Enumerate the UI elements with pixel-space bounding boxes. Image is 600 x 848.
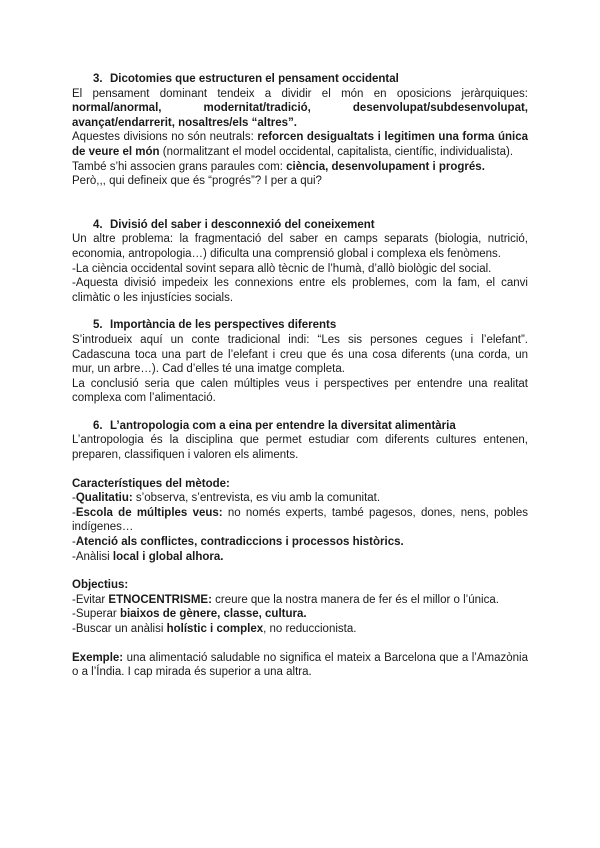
- spacer: [72, 189, 528, 218]
- section-title: Dicotomies que estructuren el pensament occidental: [110, 73, 399, 85]
- method-heading: Característiques del mètode:: [72, 477, 230, 490]
- paragraph: [72, 130, 528, 159]
- list-item: [72, 506, 528, 535]
- paragraph: [72, 160, 528, 175]
- text: Aquestes divisions no són neutrals:: [72, 131, 258, 144]
- text: -: [72, 536, 76, 549]
- paragraph: La conclusió seria que calen múltiples veus i perspectives per entendre una realitat complexa com l’alimentació.: [72, 377, 528, 405]
- bold-text: Escola de múltiples veus:: [75, 506, 223, 519]
- spacer: [72, 637, 528, 651]
- bold-text: Atenció als conflictes, contradiccions i processos històrics.: [75, 536, 404, 549]
- section-title: Divisió del saber i desconnexió del coneixement: [110, 218, 375, 231]
- text: , no reduccionista.: [263, 623, 357, 635]
- paragraph: -Aquesta divisió impedeix les connexions entre els problemes, com la fam, el canvi climàtic o les injustícies socials.: [72, 277, 528, 304]
- list-item: [72, 550, 528, 565]
- paragraph: -La ciència occidental sovint separa allò tècnic de l’humà, d’allò biològic del social.: [72, 262, 492, 275]
- section-3-heading: [72, 72, 528, 87]
- document-body: [72, 72, 528, 680]
- section-number: 4.: [93, 218, 103, 231]
- spacer: [72, 305, 528, 318]
- list-item: [72, 593, 528, 608]
- section-4-heading: [72, 218, 528, 233]
- text: -Superar: [72, 608, 120, 621]
- list-item: [72, 622, 528, 637]
- spacer: [72, 463, 528, 477]
- text: També s’hi associen grans paraules com:: [72, 160, 287, 173]
- section-number: 5.: [93, 319, 103, 332]
- paragraph: Però,,, qui defineix que és “progrés”? I per a qui?: [72, 175, 322, 188]
- section-title: Importància de les perspectives diferents: [110, 319, 337, 332]
- text: (normalitzant el model occidental, capitalista, científic, individualista).: [159, 145, 514, 158]
- text: -Evitar: [72, 593, 109, 606]
- list-item: [72, 535, 528, 550]
- bold-text: Qualitatiu:: [75, 492, 133, 505]
- paragraph: Un altre problema: la fragmentació del saber en camps separats (biologia, nutrició, economia, antropologia…) dificulta una comprensió global i complexa els fenòmens.: [72, 233, 528, 260]
- bold-text: holístic i complex: [166, 623, 264, 635]
- paragraph: L’antropologia és la disciplina que permet estudiar com diferents cultures entenen, preparen, classifiquen i valoren els aliments.: [72, 434, 528, 462]
- section-number: 3.: [93, 73, 103, 85]
- section-5-heading: [72, 318, 528, 333]
- text: creure que la nostra manera de fer és el millor o l’única.: [211, 593, 499, 606]
- section-number: 6.: [93, 419, 103, 432]
- paragraph: S’introdueix aquí un conte tradicional indi: “Les sis persones cegues i l’elefant”. Cadascuna toca una part de l’elefant i creu que és una cosa diferents (una corda, un mur, un arbre…). Cad d’elles té una imatge completa.: [72, 333, 528, 376]
- objectives-heading: Objectius:: [72, 579, 129, 592]
- text: s’observa, s’entrevista, es viu amb la comunitat.: [132, 492, 381, 505]
- bold-text: local i global alhora.: [112, 550, 224, 563]
- bold-text: normal/anormal, modernitat/tradició, desenvolupat/subdesenvolupat, avançat/endarrerit, nosaltres/els “altres”.: [72, 102, 528, 129]
- bold-text: biaixos de gènere, classe, cultura.: [119, 608, 307, 621]
- list-item: [72, 607, 528, 622]
- section-title: L’antropologia com a eina per entendre la diversitat alimentària: [110, 419, 456, 432]
- bold-text: reforcen desigualtats i legitimen una forma única de veure el món: [72, 131, 528, 158]
- example-label: Exemple:: [72, 651, 124, 664]
- bold-text: ETNOCENTRISME:: [108, 593, 212, 606]
- text: -Buscar un anàlisi: [72, 623, 167, 635]
- text: -: [72, 506, 76, 519]
- list-item: [72, 491, 528, 506]
- text: no només experts, també pagesos, dones, nens, pobles indígenes…: [72, 506, 528, 534]
- text: -Anàlisi: [72, 550, 113, 563]
- spacer: [72, 564, 528, 578]
- spacer: [72, 406, 528, 419]
- text: una alimentació saludable no significa el mateix a Barcelona que a l’Amazònia o a l’Índia. I cap mirada és superior a una altra.: [72, 651, 528, 679]
- example-paragraph: [72, 651, 528, 680]
- paragraph: [72, 87, 528, 131]
- text: El pensament dominant tendeix a dividir el món en oposicions jeràrquiques:: [72, 87, 528, 100]
- bold-text: ciència, desenvolupament i progrés.: [286, 160, 485, 173]
- text: -: [72, 492, 76, 505]
- section-6-heading: [72, 419, 528, 434]
